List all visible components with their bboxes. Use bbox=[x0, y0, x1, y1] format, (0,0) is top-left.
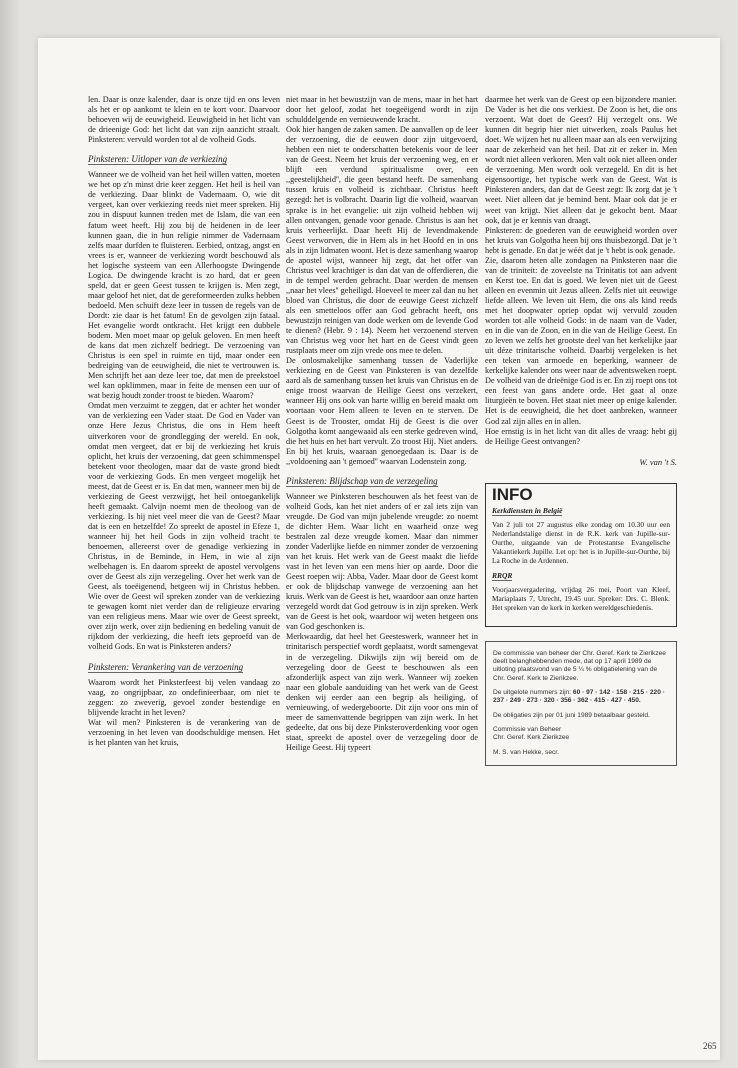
paragraph: Pinksteren: de goederen van de eeuwigheid worden over het kruis van Golgotha heen bij ons thuisbezorgd. Dat je 't hebt is genade. En dat je wéét dat je 't hebt is ook genade. bbox=[485, 225, 677, 255]
paragraph: Omdat men verzuimt te zeggen, dat er achter het wonder van de verkiezing een Vader staat. De God en Vader van onze Here Jezus Christus, die ons in Hem heeft uitverkoren voor de grondlegging der wereld. En ook, omdat men vergeet, dat er bij de verkiezing het kruis oplicht, het kruis der verzoening, dat geen schimmenspel betekent voor theologen, maar dat de vaste grond biedt voor de verkiezing Gods. En men vergeet mogelijk het meest, dat de Geest er is. En dat men, wanneer men bij de verkiezing de Geest verzwijgt, het heil ontoegankelijk heeft gemaakt. Calvijn noemt men de theoloog van de verkiezing. Is hij niet veel meer die van de Geest? Maar dat is een en hetzelfde! Zo spreekt de apostel in Efeze 1, wanneer hij het heil Gods in zijn volheid tracht te benoemen, allereerst over de genadige verkiezing in Christus, in de Beminde, in Hem, in wie al zijn welbehagen is. En daarom spreekt de apostel vervolgens over de Geest als zijn verzegeling. Over het werk van de Geest, als toeëigenend, hetgeen wij in Christus hebben. Wie over de Geest wil spreken zonder van de verkiezing te gewagen komt niet verder dan de religieuze ervaring van een religieus mens. Maar wie over de Geest spreekt, over zijn werk, over zijn bediening en bedeling vanuit de rijkdom der verkiezing, die heeft iets geproefd van de volheid Gods. En wat is Pinksteren anders? bbox=[88, 401, 280, 652]
paragraph: daarmee het werk van de Geest op een bijzondere manier. De Vader is het die ons verkiest. De Zoon is het, die ons verzoent. Wat doet de Geest? Hij verzegelt ons. We kunnen dit begrip hier niet uitwerken, zoals Paulus het doet. We wijzen het nu alleen maar aan als een verwijzing naar de zekerheid van het heil. Dat zit er zeker in. Men wordt niet alleen verkoren. Men valt ook niet alleen onder de verzoening. Men wordt ook verzegeld. En dit is het eigensoortige, het typische werk van de Geest. Wat is Pinksteren anders, dan dat de Geest zegt: Ik zorg dat je 't weet. Niet alleen dat je bemind bent. Maar ook dat je er weet van krijgt. Niet alleen dat je gekocht bent. Maar ook, dat je er kennis van draagt. bbox=[485, 95, 677, 225]
paragraph: Wanneer we de volheid van het heil willen vatten, moeten we het op z'n minst drie keer zeggen. Het heil is heil van de verkiezing. Daar blinkt de Vadernaam. O, wie dit vergeet, kan over verkiezing reeds niet meer spreken. Hij zou in dispuut kunnen treden met de Islam, die van een fatum weet heeft. Hij zou bij de heidenen in de leer kunnen gaan, die in hun religie nimmer de Vadernaam zelfs maar durfden te fluisteren. Eerbied, ontzag, angst en vrees is er, wanneer de verkiezing wordt beschouwd als het logische systeem van een Allerhoogste Dwingende Logica. De dwingende kracht is zo hard, dat er geen speld, dat er geen Geest tussen te krijgen is. Men zegt, maar geloof het niet, dat de gereformeerden zulks hebben bedoeld. Men schuift deze leer in tussen de regels van de Dordt: zie daar is het fatum! En de gevolgen zijn fataal. Het evangelie wordt ontkracht. Het krijgt een dubbele bodem. Men moet maar op geluk geloven. En men heeft de kans dat men zichzelf bedriegt. De verzoening van Christus is een spel in ruimte en tijd, maar onder een bedreiging van de eeuwigheid, die niet te vertrouwen is. Men schrijft het aan deze leer toe, dat men de preekstoel wel kan opklimmen, maar in feite de mensen een uur of wat bezig houdt zonder troost te bieden. Waarom? bbox=[88, 170, 280, 401]
binding-shadow bbox=[0, 0, 20, 1068]
lottery-notice bbox=[485, 641, 677, 766]
info-section-title: Kerkdiensten in België bbox=[492, 505, 563, 515]
paragraph: len. Daar is onze kalender, daar is onze tijd en ons leven als het er op aankomt te klein en te kort voor. Daarvoor behoeven wij de eeuwigheid. Eeuwigheid in het licht van de drieenige God: het licht dat van zijn aanzicht straalt. Pinksteren: vervuld worden tot al de volheid Gods. bbox=[88, 95, 280, 145]
paragraph: niet maar in het bewustzijn van de mens, maar in het hart door het geloof, zodat het toegeëigend wordt in zijn schulddelgende en vernieuwende kracht. bbox=[286, 95, 478, 125]
info-title: INFO bbox=[492, 484, 533, 504]
author-signature: W. van 't S. bbox=[639, 456, 677, 467]
notice-numbers: De uitgelote nummers zijn: 60 · 97 · 142 · 158 · 215 · 220 · 237 · 249 · 273 · 320 · 356 · 362 · 415 · 427 · 450. bbox=[493, 689, 665, 705]
paragraph: Merkwaardig, dat heel het Geesteswerk, wanneer het in trinitarisch perspectief wordt geplaatst, wordt samengevat in de verzegeling. Dikwijls zijn wij bereid om de verzegeling door de Geest te beschouwen als een afzonderlijk aspect van zijn werk. Wanneer wij zoeken naar een globale aanduiding van het werk van de Geest denken wij eerder aan een begrip als heiliging, of vernieuwing, of wedergeboorte. Dit zijn voor ons min of meer de samenvattende begrippen van zijn werk. In het gedeelte, dat ons bij deze Pinksteroverdenking voor ogen staat, spreekt de apostel over de verzegeling door de Heilige Geest. Hij typeert bbox=[286, 632, 478, 752]
notice-secretary: M. S. van Hekke, secr. bbox=[493, 748, 559, 756]
info-box bbox=[485, 483, 677, 627]
info-section-title: RRQR bbox=[492, 570, 513, 580]
info-text: Van 2 juli tot 27 augustus elke zondag om 10.30 uur een Nederlandstalige dienst in de R.K. kerk van Jupille-sur-Ourthe, uitgaande van de Protestantse Evangelische Vakantiekerk Jupille. Let op: het is in Jupille-sur-Ourthe, bij La Roche in de Ardennen. bbox=[492, 519, 670, 565]
paragraph: Zie, daarom heten alle zondagen na Pinksteren naar die van de triniteit: de zoveelste na Trinitatis tot aan advent en Kerst toe. En dat is goed. We leven niet uit de Geest alleen en evenmin uit Jezus alleen. Zelfs niet uit eeuwige liefde alleen. We leven uit Hem, die ons als kind reeds met het doopwater opriep opdat wij vervuld zouden worden tot alle volheid Gods: in de naam van de Vader, en in die van de Zoon, en in die van de Heilige Geest. En zo leven we zelfs het grootste deel van het kerkelijke jaar uit déze trinitarische volheid. Daarbij vergeleken is het een teken van armoede en beperking, wanneer de kerkelijke kalender ons weer naar de adventsweken roept. De volheid van de drieënige God is er. En zij roept ons tot een feest van gans andere orde. Het gaat al onze liturgieën te boven. Het staat niet meer op enige kalender. Het is de eeuwigheid, die het doet aanbreken, wanneer God zal zijn alles en in allen. bbox=[485, 255, 677, 426]
paragraph: De onlosmakelijke samenhang tussen de Vaderlijke verkiezing en de Geest van Pinksteren is van dezelfde aard als de samenhang tussen het kruis van Christus en de enige troost waarvan de Heilige Geest ons verzekert, wanneer Hij ons ook van harte willig en bereid maakt om voortaan voor Hem alleen te leven en te sterven. De Geest is de Trooster, omdat Hij de Geest is die over Golgotha komt aangewaaid als een sterke gedreven wind, die het huis en het hart vervult. Zo troost Hij. Niet anders. En bij het kruis, waaraan genoegedaan is. Daar is de ,,voldoening aan 't gemoed'' waarvan Lodenstein zong. bbox=[286, 356, 478, 466]
info-text: Voorjaarsvergadering, vrijdag 26 mei, Poort van Kleef, Mariaplaats 7, Utrecht, 19.45 uur. Spreker: Drs. C. Blenk. Het spreken van de kerk in kerken wereldgeschiedenis. bbox=[492, 584, 670, 612]
section-heading: Pinksteren: Uitloper van de verkiezing bbox=[88, 154, 228, 165]
notice-text: De obligaties zijn per 01 juni 1989 betaalbaar gesteld. bbox=[493, 711, 650, 719]
paragraph: Hoe ernstig is in het licht van dit alles de vraag: hebt gij de Heilige Geest ontvangen? bbox=[485, 426, 677, 446]
column-3 bbox=[485, 95, 677, 766]
page-number: 265 bbox=[703, 1041, 717, 1051]
paragraph: Ook hier hangen de zaken samen. De aanvallen op de leer der verzoening, die de eeuwen door zijn uitgevoerd, hebben een niet te onderschatten betekenis voor de leer van de Geest. Neem het kruis der verzoening weg, en er blijft een verdund spiritualisme over, een ,,geestelijkheid'', die geen bestand heeft. De samenhang tussen kruis en volheid is zichtbaar. Christus heeft gezegd: het is volbracht. Daarin ligt die volheid, waarvan sprake is in het evangelie: uit zijn volheid hebben wij allen ontvangen, genade voor genade. Christus is aan het kruis verheerlijkt. Daar heeft Hij de levendmakende Geest verworven, die in Hem als in het Hoofd en in ons als in zijn lidmaten woont. Het is deze samenhang waarop de apostel wijst, wanneer hij zegt, dat het offer van Christus veel krachtiger is dan dat van de offerdieren, die in de tempel werden gebracht. Daar werden de mensen ,,naar het vlees'' geheiligd. Hoeveel te meer zal dan nu het bloed van Christus, die door de eeuwige Geest zichzelf als een smetteloos offer aan God gebracht heeft, ons bewustzijn reinigen van dode werken om de levende God te dienen? (Hebr. 9 : 14). Neem het verzoenend sterven van Christus weg voor het hart en de Geest vindt geen rustplaats meer om zijn vrede ons mee te delen. bbox=[286, 125, 478, 356]
notice-text: De commissie van beheer der Chr. Geref. Kerk te Zierikzee deelt belanghebbenden mede, dat op 17 april 1989 de uitloting plaatsvond van de 5 ¼ % obligatielening van de Chr. Geref. Kerk te Zierikzee. bbox=[493, 649, 666, 682]
paragraph: Waarom wordt het Pinksterfeest bij velen vandaag zo vaag, zo ongrijpbaar, zo ondefinieerbaar, om niet te zeggen: zo zweverig, gevoel zonder bestendige en blijvende kracht in het leven? bbox=[88, 677, 280, 717]
section-heading: Pinksteren: Blijdschap van de verzegeling bbox=[286, 475, 438, 486]
paragraph: Wanneer we Pinksteren beschouwen als het feest van de volheid Gods, kan het niet anders of er zal iets zijn van vreugde. De God van mijn jubelende vreugde: zo noemt de dichter Hem. Waar licht en waarheid onze weg bestralen zal deze vreugde komen. Maar dan nimmer zonder Vaderlijke liefde en nimmer zonder de verzoening van het kruis. Het werk van de Geest maakt die liefde vast in het leven van een mens hier op aarde. Door die Geest roepen wij: Abba, Vader. Maar door de Geest komt er ook de blijdschap vanwege de verzoening aan het kruis. Werk van de Geest is het, waardoor aan onze harten verzegeld wordt dat God getrouw is in zijn spreken. Werk van de Geest is het ook, waardoor wij weten hetgeen ons van God geschonken is. bbox=[286, 491, 478, 632]
column-1 bbox=[88, 95, 280, 748]
column-2 bbox=[286, 95, 478, 753]
paragraph: Wat wil men? Pinksteren is de verankering van de verzoening in het leven van doodschuldige mensen. Het is het planten van het kruis, bbox=[88, 717, 280, 747]
notice-signoff: Commissie van Beheer Chr. Geref. Kerk Zierikzee bbox=[493, 725, 570, 742]
page bbox=[38, 38, 720, 1060]
section-heading: Pinksteren: Verankering van de verzoening bbox=[88, 661, 244, 672]
